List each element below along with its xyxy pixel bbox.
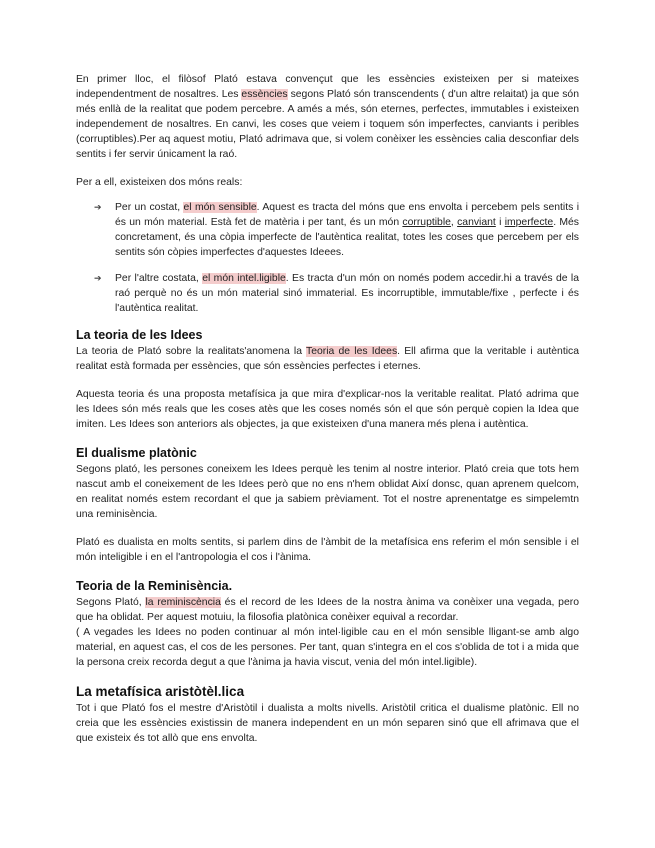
intro-paragraph: En primer lloc, el filòsof Plató estava convençut que les essències existeixen per si mateixes independentment de nosaltres. Les essències segons Plató són transcendents ( d'un altre relaitat) ja que són més enllà de la realitat que podem percebre. A amés a més, són eternes, perfectes, immutables i existeixen independement de nosaltres. En canvi, les coses que veiem i toquem són imperfectes, canviants i peribles (corruptibles).Per aq aquest motiu, Plató adrimava que, si volem conèixer les essències calia desconfiar dels sentits i fer servir únicament la raó.	[76, 74, 579, 160]
teoria-paragraph-1: La teoria de Plató sobre la realitats'anomena la Teoria de les Idees. Ell afirma que la veritable i autèntica realitat està formada per essències, que són essències perfectes i eternes.	[76, 346, 579, 372]
dualisme-paragraph-2: Plató es dualista en molts sentits, si parlem dins de l'àmbit de la metafísica ens referim el món sensible i el món inteligible i en el l'antropologia el cos i l'ànima.	[76, 537, 579, 563]
highlight-reminiscencia: la reminiscència	[145, 597, 221, 608]
metafisica-paragraph-1: Tot i que Plató fos el mestre d'Aristòtil i dualista a molts nivells. Aristòtil critica el dualisme platònic. Ell no creia que les essències existissin de manera independent en un món separen sinó que ell afrimava que el que existeix és tot allò que ens envolta.	[76, 703, 579, 744]
heading-metafisica-aristotelica: La metafísica aristòtèl.lica	[76, 684, 245, 699]
teoria-paragraph-2: Aquesta teoria és una proposta metafísica ja que mira d'explicar-nos la veritable realitat. Plató adrima que les Idees són més reals que les coses atès que les coses només són el que són perquè copien la Idea que imiten. Les Idees son anteriors als objectes, ja que existeixen d'una manera més plena i autèntica.	[76, 389, 579, 430]
dualisme-paragraph-1: Segons plató, les persones coneixem les Idees perquè les tenim al nostre interior. Plató creia que tots hem nascut amb el coneixement de les Idees però que no ens n'hem oblidat Així donsc, quan aprenem quelcom, en realitat només estem recordant el que ja sabiem prèviament. Tot el nostre aprenentatge es simpelemtn una reminisència.	[76, 464, 579, 520]
arrow-bullet-icon: ➔	[94, 273, 102, 283]
worlds-list	[76, 200, 579, 316]
arrow-bullet-icon: ➔	[94, 202, 102, 212]
heading-teoria-idees: La teoria de les Idees	[76, 328, 203, 342]
reminiscencia-paragraph-1: Segons Plató, la reminiscència és el record de les Idees de la nostra ànima va conèixer una vegada, pero que ha oblidat. Per aquest motuiu, la filosofia platònica conèixer equival a recordar.	[76, 597, 579, 623]
list-item: ➔ Per un costat, el món sensible. Aquest es tracta del móns que ens envolta i percebem pels sentits i és un món material. Està fet de matèria i per tant, és un món corruptible, canviant i imperfecte. Més concretament, és una còpia imperfecte de l'autèntica realitat, totes les coses que percebem per els sentits són còpies imperfectes d'aquestes Ideees.	[94, 202, 580, 258]
highlight-mon-sensible: el món sensible	[183, 202, 257, 213]
list-item: ➔ Per l'altre costata, el món intel.ligible. Es tracta d'un món on només podem accedir.hi a través de la raó perquè no és un món material sinó immaterial. Es incorruptible, immutable/fixe , perfecte i és l'autèntica realitat.	[94, 273, 579, 314]
highlight-essencies: essències	[241, 89, 288, 100]
highlight-mon-intelligible: el món intel.ligible	[202, 273, 286, 284]
highlight-teoria-idees: Teoria de les Idees	[306, 346, 398, 357]
heading-dualisme: El dualisme platònic	[76, 446, 197, 460]
heading-reminiscencia: Teoria de la Reminisència.	[76, 579, 233, 593]
two-worlds-paragraph: Per a ell, existeixen dos móns reals:	[76, 177, 243, 188]
reminiscencia-paragraph-2: ( A vegades les Idees no poden continuar al món intel·ligible cau en el món sensible lligant-se amb algo material, en aquest cas, el cos de les persones. Per tant, quan s'integra en el cos s'oblida de tot i a mida que la persona creix recorda degut a que l'ànima ja havia viscut, venia del món intel.ligible).	[76, 627, 579, 668]
